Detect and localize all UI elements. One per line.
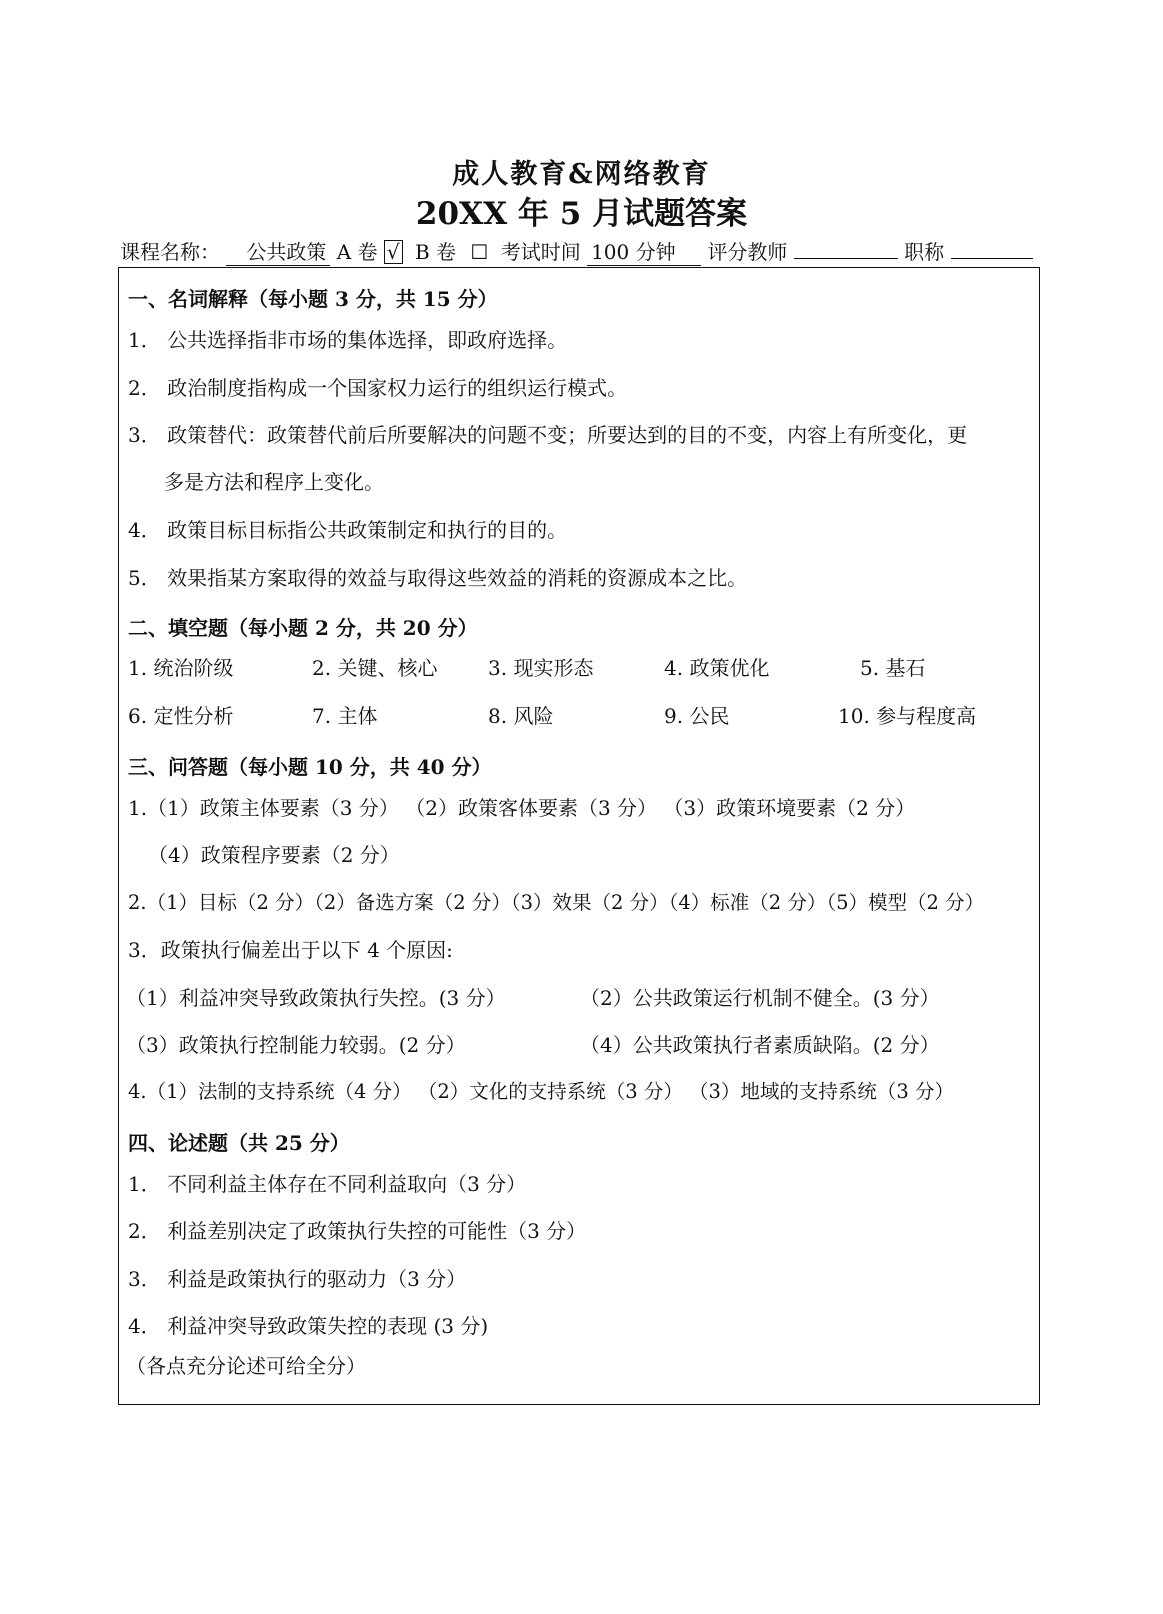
grader-blank (794, 238, 898, 259)
qa2: 2.（1）目标（2 分）（2）备选方案（2 分）（3）效果（2 分）（4）标准（2 分）（5）模型（2 分） (128, 891, 985, 914)
section1-item: 4． 政策目标目标指公共政策制定和执行的目的。 (128, 518, 568, 542)
grader-label: 评分教师 (707, 240, 788, 264)
grading-note: （各点充分论述可给全分） (126, 1354, 366, 1378)
fill-answer: 10. 参与程度高 (838, 704, 977, 728)
paper-a-label: A 卷 (336, 240, 378, 264)
fill-answer: 4. 政策优化 (664, 656, 770, 680)
qa4: 4.（1）法制的支持系统（4 分） （2）文化的支持系统（3 分） （3）地域的支持系统（3 分） (128, 1080, 955, 1103)
qa1-line2: （4）政策程序要素（2 分） (148, 843, 400, 867)
school-name: 成人教育&网络教育 (452, 159, 711, 190)
qa1-line1: 1.（1）政策主体要素（3 分） （2）政策客体要素（3 分） （3）政策环境要素（2 分） (128, 796, 916, 820)
qa3-reason: （4）公共政策执行者素质缺陷。(2 分） (580, 1033, 940, 1057)
title-label: 职称 (904, 240, 945, 264)
title-blank (951, 238, 1033, 259)
fill-answer: 5. 基石 (860, 656, 926, 680)
fill-answer: 9. 公民 (664, 704, 730, 728)
section2-heading: 二、填空题（每小题 2 分，共 20 分） (128, 616, 478, 640)
paper-a-checkbox: √ (384, 240, 403, 264)
fill-answer: 6. 定性分析 (128, 704, 234, 728)
exam-title: 20XX 年 5 月试题答案 (415, 196, 748, 232)
paper-b-label: B 卷 (415, 240, 457, 264)
paper-b-checkbox: ☐ (470, 240, 489, 264)
section1-item: 1． 公共选择指非市场的集体选择，即政府选择。 (128, 328, 568, 352)
fill-answer: 2. 关键、核心 (312, 656, 438, 680)
exam-time-value: 100 分钟 (587, 236, 701, 266)
fill-answer: 8. 风险 (488, 704, 554, 728)
section1-item-continued: 多是方法和程序上变化。 (164, 470, 384, 494)
qa3-intro: 3．政策执行偏差出于以下 4 个原因: (128, 938, 453, 962)
qa3-reason: （3）政策执行控制能力较弱。(2 分） (126, 1033, 466, 1057)
fill-answer: 7. 主体 (312, 704, 378, 728)
section1-item: 3． 政策替代：政策替代前后所要解决的问题不变；所要达到的目的不变，内容上有所变化，更 (128, 423, 968, 447)
section4-heading: 四、论述题（共 25 分） (128, 1131, 350, 1155)
course-label: 课程名称： (120, 240, 220, 264)
essay-point: 2． 利益差别决定了政策执行失控的可能性（3 分） (128, 1219, 587, 1243)
section1-heading: 一、名词解释（每小题 3 分，共 15 分） (128, 287, 498, 311)
qa3-reason: （1）利益冲突导致政策执行失控。(3 分） (126, 986, 506, 1010)
course-name: 公共政策 (226, 236, 330, 266)
essay-point: 1． 不同利益主体存在不同利益取向（3 分） (128, 1172, 527, 1196)
section3-heading: 三、问答题（每小题 10 分，共 40 分） (128, 755, 492, 779)
essay-point: 3． 利益是政策执行的驱动力（3 分） (128, 1267, 467, 1291)
essay-point: 4． 利益冲突导致政策失控的表现 (3 分) (128, 1314, 489, 1338)
fill-answer: 3. 现实形态 (488, 656, 594, 680)
qa3-reason: （2）公共政策运行机制不健全。(3 分） (580, 986, 940, 1010)
section1-item: 2． 政治制度指构成一个国家权力运行的组织运行模式。 (128, 376, 628, 400)
section1-item: 5． 效果指某方案取得的效益与取得这些效益的消耗的资源成本之比。 (128, 566, 748, 590)
fill-answer: 1. 统治阶级 (128, 656, 234, 680)
course-info-line (120, 236, 1040, 266)
exam-time-label: 考试时间 (500, 240, 581, 264)
